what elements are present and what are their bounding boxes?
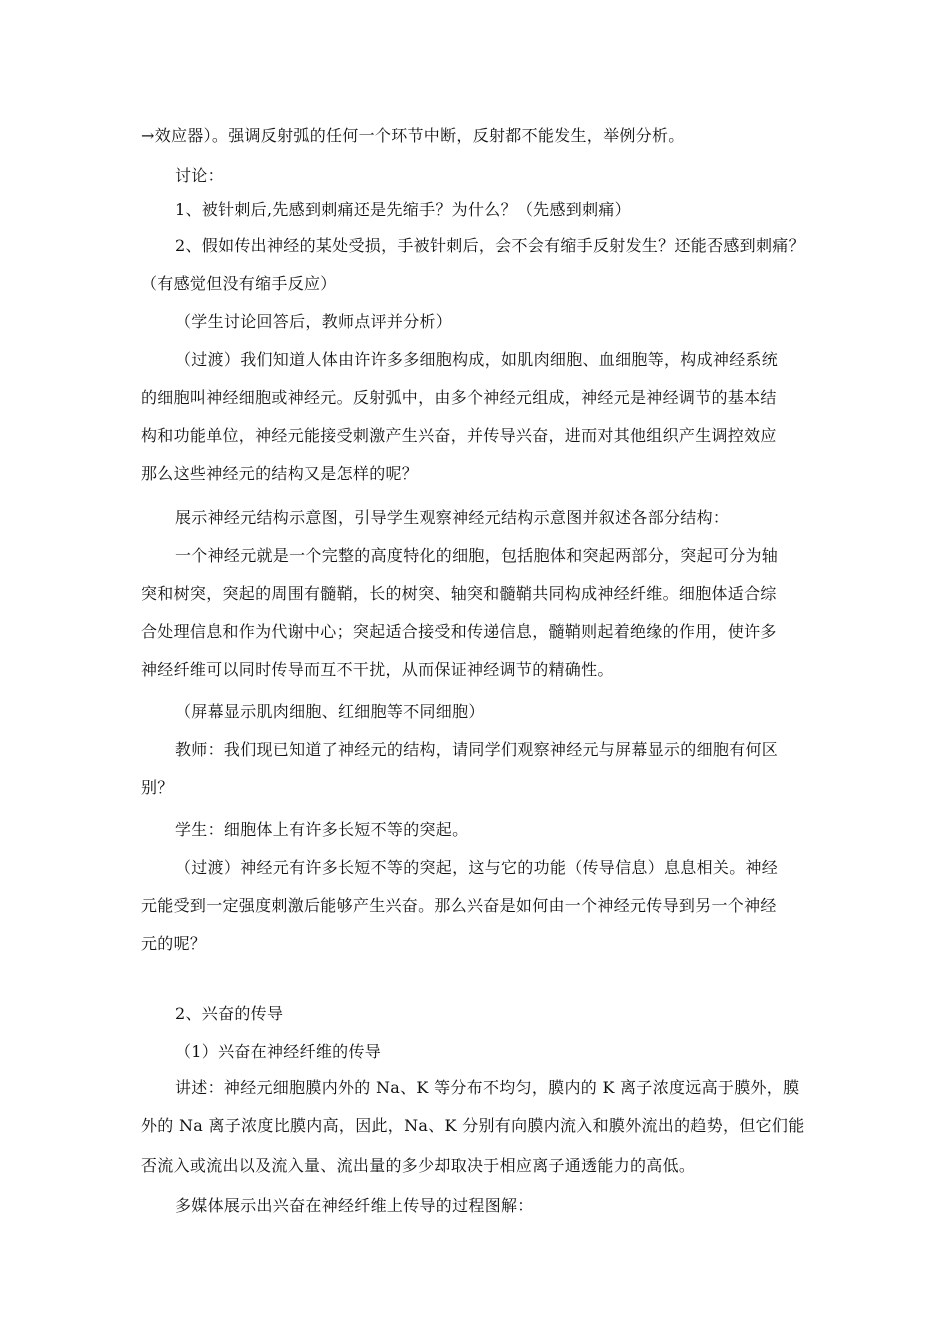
question-1: 1、被针刺后,先感到刺痛还是先缩手？为什么？（先感到刺痛） (175, 200, 631, 219)
text-line: 多媒体展示出兴奋在神经纤维上传导的过程图解： (175, 1196, 534, 1215)
question-2: 2、假如传出神经的某处受损，手被针刺后，会不会有缩手反射发生？还能否感到刺痛？ (175, 236, 805, 255)
text-line: （屏幕显示肌肉细胞、红细胞等不同细胞） (175, 702, 485, 721)
text-line: 展示神经元结构示意图，引导学生观察神经元结构示意图并叙述各部分结构： (175, 508, 730, 527)
text-line: →效应器）。强调反射弧的任何一个环节中断，反射都不能发生，举例分析。 (141, 126, 685, 145)
text-line: 教师：我们现已知道了神经元的结构，请同学们观察神经元与屏幕显示的细胞有何区 (175, 740, 779, 759)
text-line: 学生：细胞体上有许多长短不等的突起。 (175, 820, 469, 839)
text-line: （过渡）我们知道人体由许许多多细胞构成，如肌肉细胞、血细胞等，构成神经系统 (175, 350, 779, 369)
text-line: 讲述：神经元细胞膜内外的 Na、K 等分布不均匀，膜内的 K 离子浓度远高于膜外，膜 (175, 1078, 800, 1097)
subsection-heading: （1）兴奋在神经纤维的传导 (175, 1042, 382, 1061)
text-line: 外的 Na 离子浓度比膜内高，因此，Na、K 分别有向膜内流入和膜外流出的趋势，但它们能 (141, 1116, 805, 1135)
text-line: 否流入或流出以及流入量、流出量的多少却取决于相应离子通透能力的高低。 (141, 1156, 696, 1175)
text-line: （学生讨论回答后，教师点评并分析） (175, 312, 453, 331)
text-line: 合处理信息和作为代谢中心；突起适合接受和传递信息，髓鞘则起着绝缘的作用，使许多 (141, 622, 777, 641)
discussion-heading: 讨论： (175, 166, 224, 185)
text-line: 元的呢？ (141, 934, 207, 953)
text-line: 突和树突，突起的周围有髓鞘，长的树突、轴突和髓鞘共同构成神经纤维。细胞体适合综 (141, 584, 777, 603)
text-line: 一个神经元就是一个完整的高度特化的细胞，包括胞体和突起两部分，突起可分为轴 (175, 546, 779, 565)
question-2-answer: （有感觉但没有缩手反应） (141, 274, 337, 293)
text-line: 元能受到一定强度刺激后能够产生兴奋。那么兴奋是如何由一个神经元传导到另一个神经 (141, 896, 777, 915)
text-line: 构和功能单位，神经元能接受刺激产生兴奋，并传导兴奋，进而对其他组织产生调控效应 (141, 426, 777, 445)
text-line: （过渡）神经元有许多长短不等的突起，这与它的功能（传导信息）息息相关。神经 (175, 858, 779, 877)
text-line: 那么这些神经元的结构又是怎样的呢？ (141, 464, 419, 483)
text-line: 神经纤维可以同时传导而互不干扰，从而保证神经调节的精确性。 (141, 660, 614, 679)
text-line: 的细胞叫神经细胞或神经元。反射弧中，由多个神经元组成，神经元是神经调节的基本结 (141, 388, 777, 407)
text-line: 别？ (141, 778, 174, 797)
section-heading: 2、兴奋的传导 (175, 1004, 284, 1023)
